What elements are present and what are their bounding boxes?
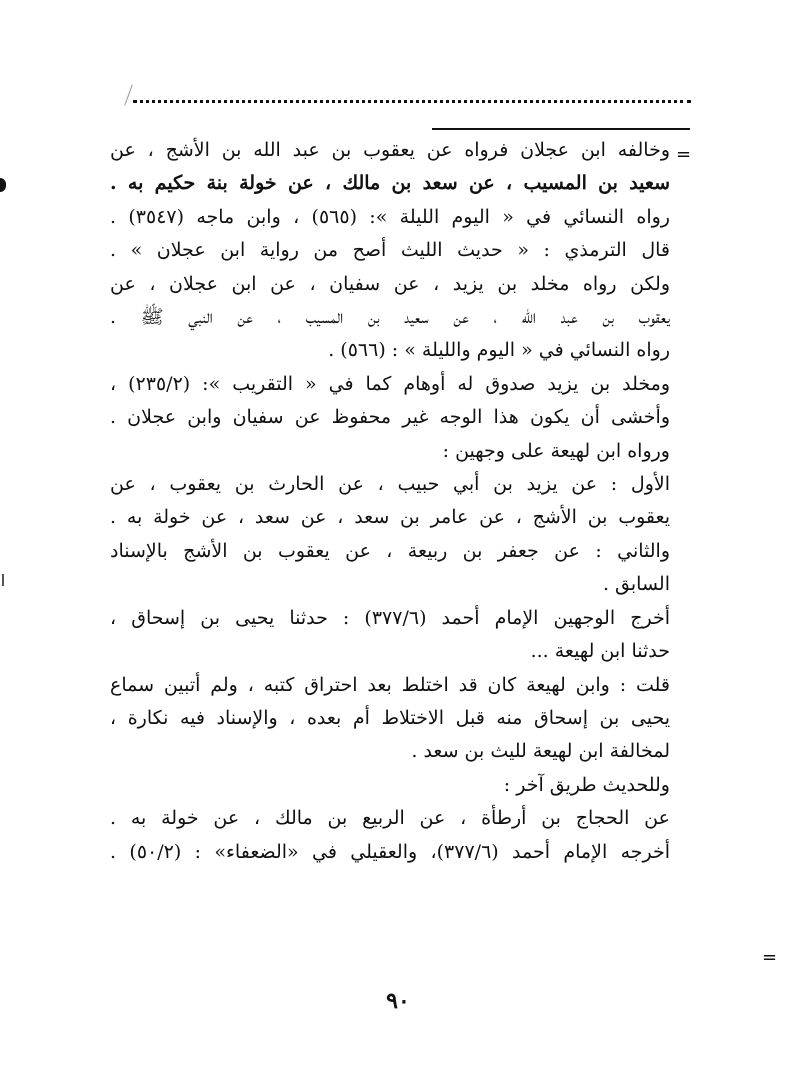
text-line: يحيى بن إسحاق منه قبل الاختلاط أم بعده ، والإسناد فيه نكارة ، — [110, 706, 670, 729]
text-line: عن الحجاج بن أرطأة ، عن الربيع بن مالك ، عن خولة به . — [110, 807, 670, 830]
text-line: أخرجه الإمام أحمد (٣٧٧/٦)، والعقيلي في «الضعفاء» : (٥٠/٢) . — [110, 840, 670, 863]
text-line: ورواه ابن لهيعة على وجهين : — [442, 439, 670, 462]
continuation-mark-bottom: = — [762, 947, 778, 968]
scan-margin-tick — [2, 574, 4, 586]
continuation-mark-top: = — [676, 144, 692, 165]
text-line: والثاني : عن جعفر بن ربيعة ، عن يعقوب بن الأشج بالإسناد — [110, 539, 670, 562]
text-line: ومخلد بن يزيد صدوق له أوهام كما في « التقريب »: (٢٣٥/٢) ، — [110, 372, 670, 395]
text-line: يعقوب بن عبد الله ، عن سعيد بن المسيب ، عن النبي ﷺ . — [110, 306, 670, 329]
text-line: الأول : عن يزيد بن أبي حبيب ، عن الحارث بن يعقوب ، عن — [110, 473, 670, 496]
text-line: يعقوب بن الأشج ، عن عامر بن سعد ، عن سعد ، عن خولة به . — [110, 506, 670, 529]
scan-margin-blot — [0, 178, 6, 192]
text-line: سعيد بن المسيب ، عن سعد بن مالك ، عن خولة بنة حكيم به . — [110, 172, 670, 195]
body-text — [110, 134, 670, 869]
dotted-separator — [133, 100, 691, 103]
text-line: حدثنا ابن لهيعة ... — [530, 640, 670, 663]
text-line: وأخشى أن يكون هذا الوجه غير محفوظ عن سفيان وابن عجلان . — [110, 406, 670, 429]
text-line: ولكن رواه مخلد بن يزيد ، عن سفيان ، عن ابن عجلان ، عن — [110, 272, 670, 295]
text-line: قال الترمذي : « حديث الليث أصح من رواية ابن عجلان » . — [110, 239, 670, 262]
footnote-rule — [432, 128, 690, 130]
text-line: رواه النسائي في « اليوم الليلة »: (٥٦٥) ، وابن ماجه (٣٥٤٧) . — [110, 205, 670, 228]
text-line: وخالفه ابن عجلان فرواه عن يعقوب بن عبد الله بن الأشج ، عن — [110, 139, 670, 161]
page-number: ٩٠ — [386, 988, 410, 1014]
text-line: رواه النسائي في « اليوم والليلة » : (٥٦٦) . — [328, 339, 670, 362]
text-line: أخرج الوجهين الإمام أحمد (٣٧٧/٦) : حدثنا يحيى بن إسحاق ، — [110, 606, 670, 629]
text-line: السابق . — [602, 573, 670, 596]
slash-mark — [124, 84, 132, 105]
text-line: قلت : وابن لهيعة كان قد اختلط بعد احتراق كتبه ، ولم أتبين سماع — [110, 673, 670, 696]
text-line: وللحديث طريق آخر : — [503, 773, 670, 796]
text-line: لمخالفة ابن لهيعة لليث بن سعد . — [411, 740, 670, 763]
